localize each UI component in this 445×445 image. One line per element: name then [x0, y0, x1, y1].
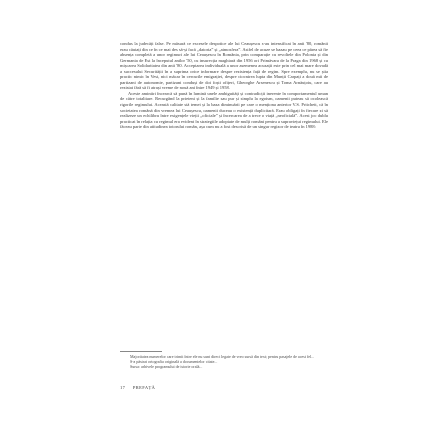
running-head: PREFAȚĂ [132, 385, 156, 390]
footnote-3: Sursa: arhivele programului de istorie orală... [130, 364, 203, 369]
footnote-divider [120, 351, 162, 352]
footnote-2: S-a păstrat ortografia originală a documentelor citate... [130, 359, 218, 364]
footnotes [130, 354, 328, 369]
body-paragraph-2: Aceste amintiri încearcă să pună în lumină unele ambiguități și contradicții inerente în comportamentul uman de către totalitare. Recurgând la prieteni și la familie sau pur și simplu la egoism, oamenii puteau să ocolească rigorile regimului. Această calitate stă temei și la baza diminuării pe care o menționa anterior V.S. Pritchett, că în societatea română din vremea lui Ceaușescu, oamenii duceau o existență duplicitară. Erau obligați în fiecare zi să realizeze un echilibru între exigențele vieții „oficiale” și încercarea de a trece o viață „neoficială”. Acest joc dublu practicat în relația cu regimul era evident în strategiile adoptate de mulți români pentru a supraviețui regimului. Ele făceau parte din atitudinea totorului român, așa cum nu a fost descrisă de un singur regizor de teatru în 1988: [120, 90, 328, 130]
page-footer [120, 385, 155, 390]
body-text [120, 41, 328, 130]
footnote-1: Majoritatea numerelor care trimit între ele nu sunt direct legate de vreo sursă din text; pentru pasajele de acest fel... [130, 354, 315, 359]
page-number: 17 [120, 385, 126, 390]
body-paragraph-1: condus la judecăți false. Pe măsură ce excesele despotice ale lui Ceaușescu s-au intensificat în anii '80, românii erau căutați din ce în ce mai des să-și facă „datoria” și „atmosfera”. Astfel de acuze se bazau pe ceea ce părea să fie absența completă a unor regimuri ale lui Ceaușescu în România, prin comparație cu revoltele din Polonia și din Germania de Est la începutul anilor '50, cu insurecția maghiară din 1956 ori Primăvara de la Praga din 1968 și cu mișcarea Solidaritatea din anii '80. Acceptarea individuală a unor asemenea acuzații este prin cel mai mare dovadă a succesului Securității în a suprima orice informare despre rezistența față de regim. Spre exemplu, nu se știa practic nimic în Vest, nici măcar în cercurile emigrației, despre ciocnirea lupta din Munții Carpați a două mii de partizani de autonomie, partizani conduși de doi foști ofițeri, Gheorghe Arsenescu și Toma Arnăuțoiu, care au rezistat fără să fi atrași vreme de nouă ani între 1949 și 1958. [120, 41, 328, 91]
